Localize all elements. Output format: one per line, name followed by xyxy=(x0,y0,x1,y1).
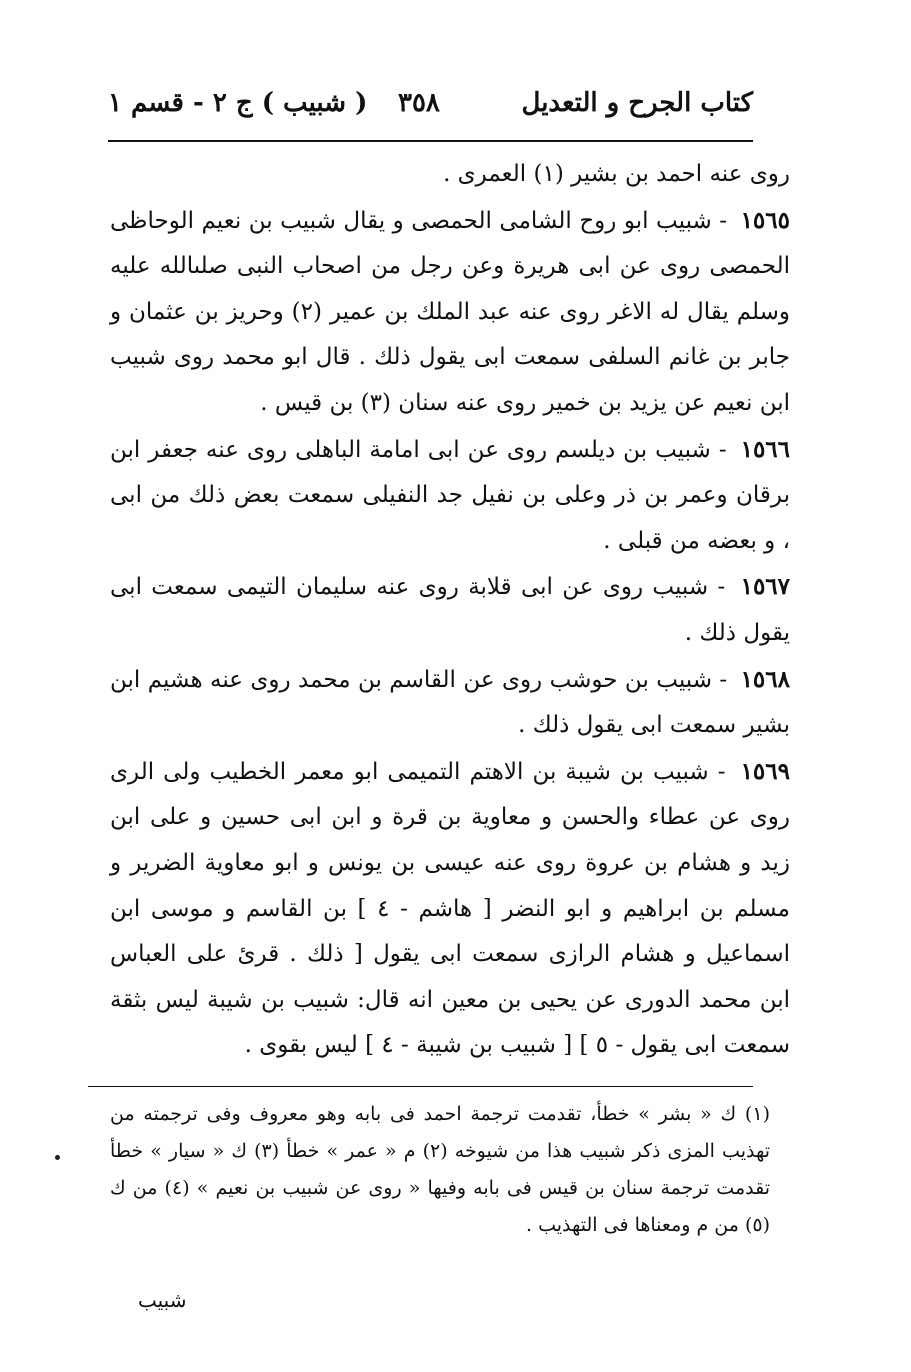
section-label: ( شبيب ) ج ٢ - قسم ١ xyxy=(108,88,368,118)
entry-number: ١٥٦٥ xyxy=(740,206,790,234)
entry-text: روى عنه احمد بن بشير (١) العمرى . xyxy=(443,161,790,187)
main-text xyxy=(110,152,790,1069)
entry-continuation xyxy=(110,152,790,198)
entry-text: - شبيب ابو روح الشامى الحمصى و يقال شبيب بن نعيم الوحاظى الحمصى روى عن ابى هريرة وعن رجل من اصحاب النبى صلىالله عليه وسلم يقال له الاغر روى عنه عبد الملك بن عمير (٢) وحريز بن عثمان و جابر بن غانم السلفى سمعت ابى يقول ذلك . قال ابو محمد روى شبيب ابن نعيم عن يزيد بن خمير روى عنه سنان (٣) بن قيس . xyxy=(110,207,790,416)
entry-1569 xyxy=(110,749,790,1069)
entry-1566 xyxy=(110,427,790,565)
margin-mark xyxy=(55,1155,60,1160)
entry-text: - شبيب بن شيبة بن الاهتم التميمى ابو معمر الخطيب ولى الرى روى عن عطاء والحسن و معاوية بن قرة و ابن ابى حسين و على ابن زيد و هشام بن عروة روى عنه عيسى بن يونس و ابو معاوية الضرير و مسلم بن ابراهيم و ابو النضر [ هاشم - ٤ ] بن القاسم و موسى ابن اسماعيل و هشام الرازى سمعت ابى يقول [ ذلك . قرئ على العباس ابن محمد الدورى عن يحيى بن معين انه قال: شبيب بن شيبة ليس بثقة سمعت ابى يقول - ٥ ] [ شبيب بن شيبة - ٤ ] ليس بقوى . xyxy=(110,758,790,1059)
entry-number: ١٥٦٨ xyxy=(740,665,790,693)
entry-number: ١٥٦٧ xyxy=(740,573,791,601)
entry-text: - شبيب بن حوشب روى عن القاسم بن محمد روى عنه هشيم ابن بشير سمعت ابى يقول ذلك . xyxy=(110,666,790,739)
entry-1565 xyxy=(110,198,790,427)
entry-text: - شبيب بن ديلسم روى عن ابى امامة الباهلى روى عنه جعفر ابن برقان وعمر بن ذر وعلى بن نفيل جد النفيلى سمعت بعض ذلك من ابى ، و بعضه من قبلى . xyxy=(110,436,790,554)
page-number: ٣٥٨ xyxy=(398,88,440,118)
entry-number: ١٥٦٦ xyxy=(740,435,791,463)
entry-text: - شبيب روى عن ابى قلابة روى عنه سليمان التيمى سمعت ابى يقول ذلك . xyxy=(110,574,790,646)
header-rule xyxy=(108,140,753,142)
footnotes xyxy=(110,1096,770,1244)
entry-1567 xyxy=(110,564,790,656)
footnote-rule xyxy=(88,1086,753,1087)
running-header xyxy=(108,88,753,134)
book-title: كتاب الجرح و التعديل xyxy=(521,88,753,118)
catchword: شبيب xyxy=(138,1288,187,1312)
footnote-text: (١) ك « بشر » خطأ، تقدمت ترجمة احمد فى بابه وهو معروف وفى ترجمته من تهذيب المزى ذكر شبيب هذا من شيوخه (٢) م « عمر » خطأ (٣) ك « سيار » خطأ تقدمت ترجمة سنان بن قيس فى بابه وفيها « روى عن شبيب بن نعيم » (٤) من ك (٥) من م ومعناها فى التهذيب . xyxy=(110,1103,771,1236)
entry-number: ١٥٦٩ xyxy=(740,757,790,785)
entry-1568 xyxy=(110,657,790,749)
